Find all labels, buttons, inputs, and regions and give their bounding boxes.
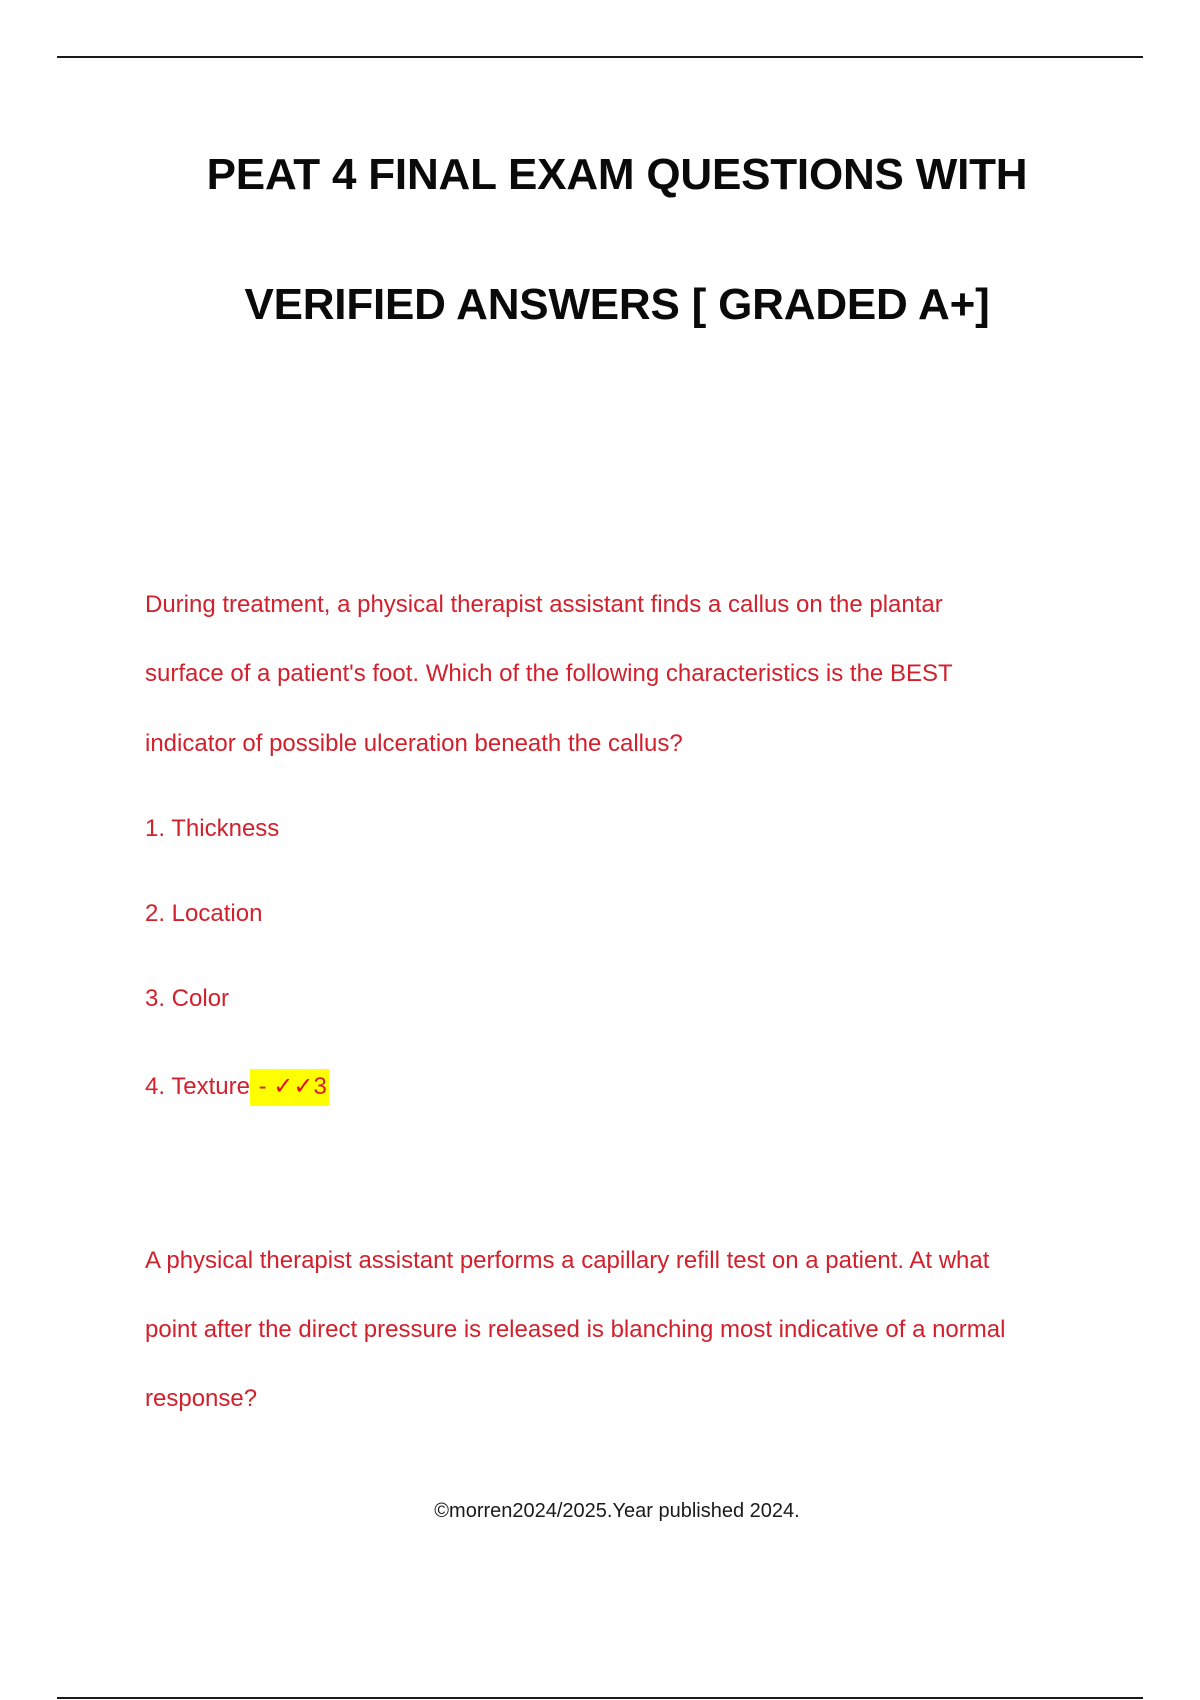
question-1-line-3: indicator of possible ulceration beneath the callus? <box>145 730 683 757</box>
document-title-line-1: PEAT 4 FINAL EXAM QUESTIONS WITH <box>206 150 1028 199</box>
question-1-option-4-row <box>145 1075 329 1099</box>
answer-highlight <box>250 1069 329 1106</box>
question-1-option-1: 1. Thickness <box>145 815 280 842</box>
question-1-line-1: During treatment, a physical therapist assistant finds a callus on the plantar <box>145 591 943 618</box>
bottom-rule <box>57 1697 1143 1699</box>
top-rule <box>57 56 1143 58</box>
document-title-line-2: VERIFIED ANSWERS [ GRADED A+] <box>244 280 990 329</box>
question-1-option-3: 3. Color <box>145 985 230 1012</box>
question-2-line-1: A physical therapist assistant performs a capillary refill test on a patient. At what <box>145 1247 990 1274</box>
question-1-option-2: 2. Location <box>145 900 263 927</box>
double-check-icon: ✓✓ <box>273 1073 314 1100</box>
question-1-option-4: 4. Texture <box>145 1073 250 1100</box>
question-1-line-2: surface of a patient's foot. Which of the following characteristics is the BEST <box>145 660 953 687</box>
question-2-line-2: point after the direct pressure is released is blanching most indicative of a normal <box>145 1316 1006 1343</box>
answer-value: 3 <box>313 1073 327 1100</box>
question-2-line-3: response? <box>145 1385 258 1412</box>
copyright-footer: ©morren2024/2025.Year published 2024. <box>434 1500 800 1522</box>
answer-prefix: - <box>251 1073 274 1100</box>
